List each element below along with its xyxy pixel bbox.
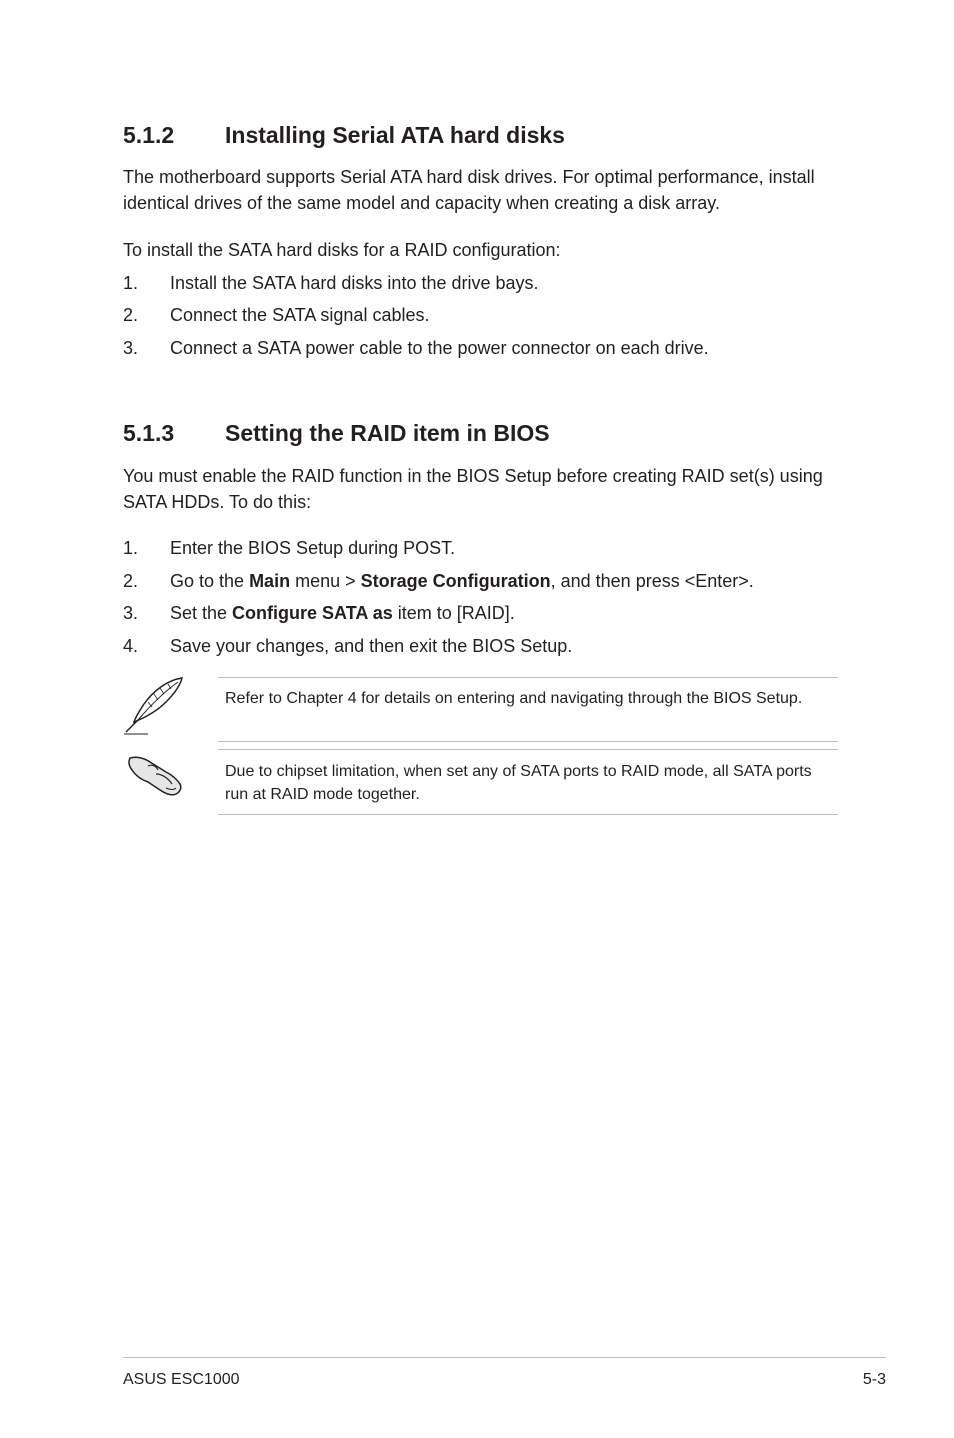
step-text: Connect the SATA signal cables. <box>170 305 430 325</box>
step-text: Connect a SATA power cable to the power connector on each drive. <box>170 338 709 358</box>
menu-name-main: Main <box>249 571 291 591</box>
section-title: Installing Serial ATA hard disks <box>225 122 565 148</box>
feather-pen-icon <box>120 674 188 736</box>
footer-product-name: ASUS ESC1000 <box>123 1371 240 1388</box>
step-number: 4. <box>123 636 139 656</box>
step-number: 1. <box>123 538 139 558</box>
step-number: 3. <box>123 603 139 623</box>
section-5-1-2-lead: To install the SATA hard disks for a RAID configuration: <box>123 240 561 260</box>
step-text: Install the SATA hard disks into the drive bays. <box>170 273 539 293</box>
section-number: 5.1.2 <box>123 122 175 148</box>
note-text: Refer to Chapter 4 for details on entering and navigating through the BIOS Setup. <box>225 690 803 707</box>
step-number: 3. <box>123 338 139 358</box>
step-text <box>170 570 754 592</box>
step-number: 1. <box>123 273 139 293</box>
step-number: 2. <box>123 571 139 591</box>
footer-page-number: 5-3 <box>862 1371 886 1388</box>
step-text: Enter the BIOS Setup during POST. <box>170 538 456 558</box>
item-name-configure-sata-as: Configure SATA as <box>232 603 393 623</box>
note-box <box>218 749 838 815</box>
note-box <box>218 677 838 742</box>
step-text-part: Set the <box>170 603 233 623</box>
section-number: 5.1.3 <box>123 420 175 446</box>
step-text-part: menu > <box>290 571 361 591</box>
section-5-1-2-intro: The motherboard supports Serial ATA hard disk drives. For optimal performance, install identical drives of the same model and capacity when creating a disk array. <box>123 167 815 213</box>
step-text-part: item to [RAID]. <box>392 603 515 623</box>
pointing-hand-icon <box>126 752 186 798</box>
step-number: 2. <box>123 305 139 325</box>
note-text: Due to chipset limitation, when set any of SATA ports to RAID mode, all SATA ports run at RAID mode together. <box>225 763 812 803</box>
step-text <box>170 602 515 624</box>
menu-name-storage-configuration: Storage Configuration <box>360 571 551 591</box>
step-text-part: Go to the <box>170 571 250 591</box>
footer-divider <box>123 1357 886 1358</box>
section-5-1-3-intro: You must enable the RAID function in the BIOS Setup before creating RAID set(s) using SATA HDDs. To do this: <box>123 466 823 512</box>
step-text: Save your changes, and then exit the BIOS Setup. <box>170 636 573 656</box>
step-text-part: , and then press <Enter>. <box>550 571 754 591</box>
section-title: Setting the RAID item in BIOS <box>225 420 550 446</box>
